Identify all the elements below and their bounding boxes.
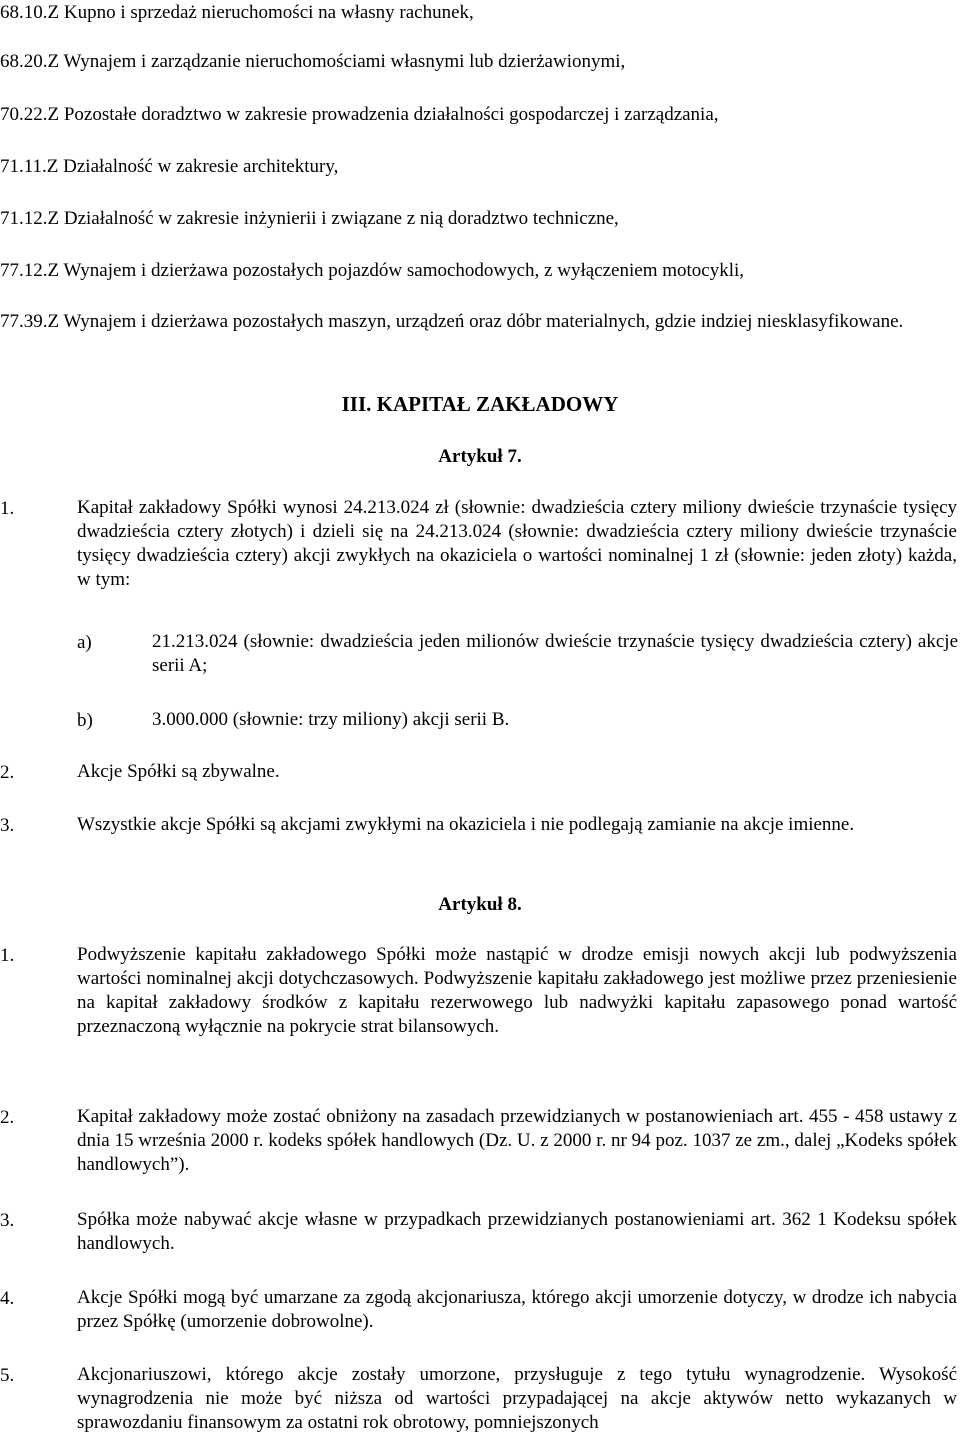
article-8-item-text: Podwyższenie kapitału zakładowego Spółki może nastąpić w drodze emisji nowych akcji lub podwyższenia wartości nominalnej akcji dotychczasowych. Podwyższenie kapitału zakładowego jest możliwe przez przeniesienie na kapitał zakładowy środków z kapitału rezerwowego lub nadwyżki kapitału zapasowego ponad wartość przeznaczoną wyłącznie na pokrycie strat bilansowych.: [77, 944, 957, 1037]
pkd-code-line: 71.11.Z Działalność w zakresie architektury,: [0, 156, 339, 177]
subitem-text: 21.213.024 (słownie: dwadzieścia jeden milionów dwieście trzynaście tysięcy dwadzieścia cztery) akcje serii A;: [152, 631, 958, 676]
pkd-code-line: 70.22.Z Pozostałe doradztwo w zakresie prowadzenia działalności gospodarczej i zarządzania,: [0, 104, 719, 125]
article-8-item-number: 2.: [0, 1107, 15, 1128]
article-8-item-number: 1.: [0, 945, 15, 966]
article-8-item-number: 5.: [0, 1365, 15, 1386]
article-8-item-number: 3.: [0, 1210, 15, 1231]
article-7-item-text: Akcje Spółki są zbywalne.: [77, 761, 280, 782]
article-7-item-text: Wszystkie akcje Spółki są akcjami zwykłymi na okaziciela i nie podlegają zamianie na akcje imienne.: [77, 814, 855, 835]
pkd-code-line: 77.39.Z Wynajem i dzierżawa pozostałych maszyn, urządzeń oraz dóbr materialnych, gdzie indziej niesklasyfikowane.: [0, 311, 904, 332]
subitem-label: b): [77, 710, 93, 731]
pkd-code-line: 77.12.Z Wynajem i dzierżawa pozostałych pojazdów samochodowych, z wyłączeniem motocykli,: [0, 260, 745, 281]
pkd-code-line: 71.12.Z Działalność w zakresie inżynierii i związane z nią doradztwo techniczne,: [0, 208, 619, 229]
article-7-item-number: 3.: [0, 815, 15, 836]
article-7-item-text: Kapitał zakładowy Spółki wynosi 24.213.024 zł (słownie: dwadzieścia cztery miliony dwieście trzynaście tysięcy dwadzieścia cztery złotych) i dzieli się na 24.213.024 (słownie: dwadzieścia cztery miliony dwieście trzynaście tysięcy dwadzieścia cztery) akcji zwykłych na okaziciela o wartości nominalnej 1 zł (słownie: jeden złoty) każda, w tym:: [77, 497, 957, 590]
article-7-item-number: 2.: [0, 762, 15, 783]
article-7-item-number: 1.: [0, 498, 15, 519]
subitem-label: a): [77, 632, 92, 653]
subitem-text: 3.000.000 (słownie: trzy miliony) akcji serii B.: [152, 709, 510, 730]
article-7-title: Artykuł 7.: [438, 446, 522, 467]
article-8-item-text: Akcje Spółki mogą być umarzane za zgodą akcjonariusza, którego akcji umorzenie dotyczy, w drodze ich nabycia przez Spółkę (umorzenie dobrowolne).: [77, 1287, 957, 1332]
article-8-item-text: Spółka może nabywać akcje własne w przypadkach przewidzianych postanowieniami art. 362 1 Kodeksu spółek handlowych.: [77, 1209, 957, 1254]
section-title: III. KAPITAŁ ZAKŁADOWY: [341, 392, 619, 416]
article-8-item-number: 4.: [0, 1288, 15, 1309]
pkd-code-line: 68.20.Z Wynajem i zarządzanie nieruchomościami własnymi lub dzierżawionymi,: [0, 51, 626, 72]
article-8-title: Artykuł 8.: [438, 894, 522, 915]
article-8-item-text: Akcjonariuszowi, którego akcje zostały umorzone, przysługuje z tego tytułu wynagrodzenie. Wysokość wynagrodzenia nie może być niższa od wartości przypadającej na akcje aktywów netto wykazanych w sprawozdaniu finansowym za ostatni rok obrotowy, pomniejszonych: [77, 1364, 957, 1433]
pkd-code-line: 68.10.Z Kupno i sprzedaż nieruchomości na własny rachunek,: [0, 2, 474, 23]
article-8-item-text: Kapitał zakładowy może zostać obniżony na zasadach przewidzianych w postanowieniach art. 455 - 458 ustawy z dnia 15 września 2000 r. kodeks spółek handlowych (Dz. U. z 2000 r. nr 94 poz. 1037 ze zm., dalej „Kodeks spółek handlowych”).: [77, 1106, 957, 1175]
